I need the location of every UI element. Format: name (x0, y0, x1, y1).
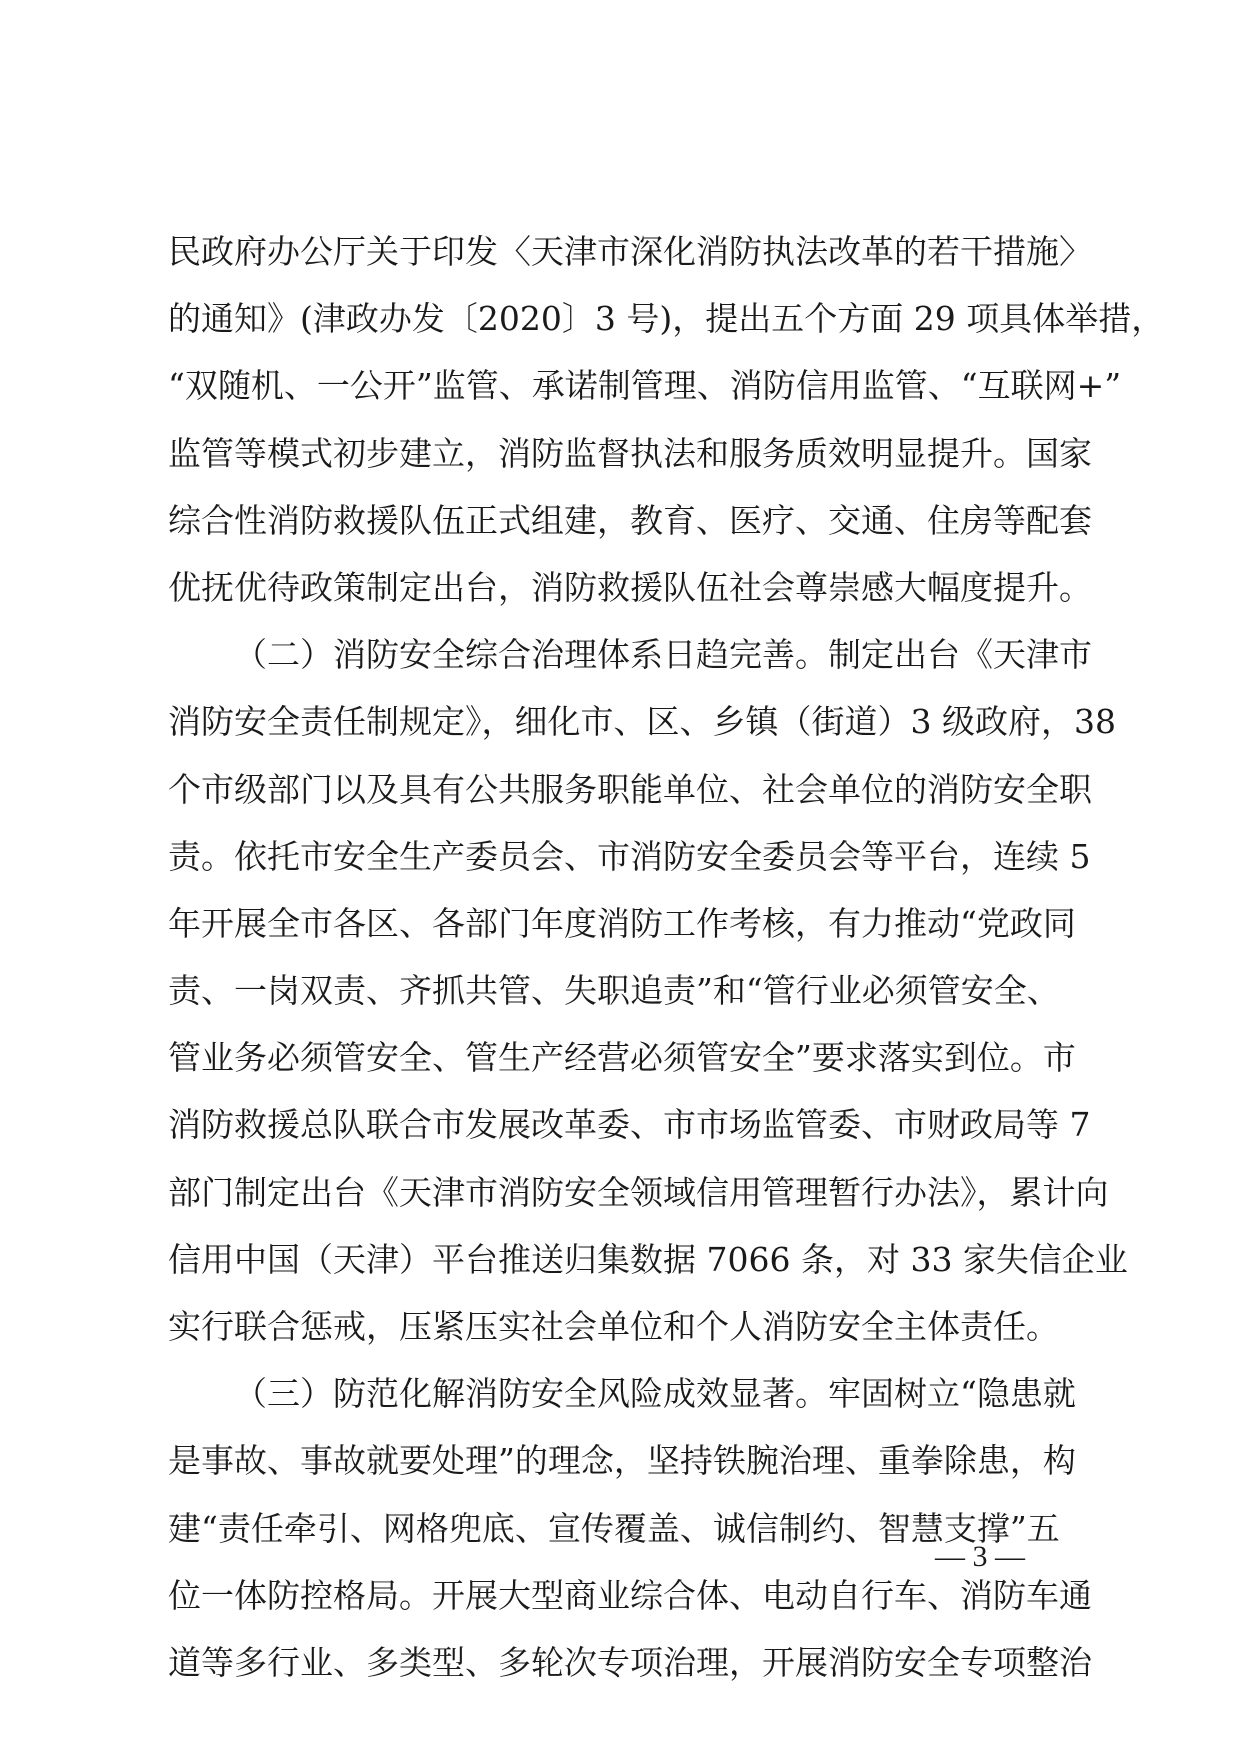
text-line: 道等多行业、多类型、多轮次专项治理，开展消防安全专项整治 (168, 1642, 1092, 1682)
text-line: 消防安全责任制规定》，细化市、区、乡镇（街道）3 级政府，38 (168, 702, 1116, 742)
body-text (168, 218, 1165, 1696)
text-line: 位一体防控格局。开展大型商业综合体、电动自行车、消防车通 (168, 1575, 1092, 1615)
text-line: “双随机、一公开”监管、承诺制管理、消防信用监管、“互联网+” (168, 366, 1122, 406)
text-line: 是事故、事故就要处理”的理念，坚持铁腕治理、重拳除患，构 (168, 1441, 1076, 1481)
text-line: 个市级部门以及具有公共服务职能单位、社会单位的消防安全职 (168, 769, 1092, 809)
text-line: 年开展全市各区、各部门年度消防工作考核，有力推动“党政同 (168, 903, 1076, 943)
text-line: 责、一岗双责、齐抓共管、失职追责”和“管行业必须管安全、 (168, 971, 1060, 1011)
text-line: 建“责任牵引、网格兜底、宣传覆盖、诚信制约、智慧支撑”五 (168, 1508, 1060, 1548)
text-line: 管业务必须管安全、管生产经营必须管安全”要求落实到位。市 (168, 1038, 1076, 1078)
text-line: 责。依托市安全生产委员会、市消防安全委员会等平台，连续 5 (168, 836, 1091, 876)
page-number: — 3 — (935, 1540, 1025, 1573)
section-heading-line: （二）消防安全综合治理体系日趋完善。制定出台《天津市 (234, 635, 1092, 675)
text-line: 监管等模式初步建立，消防监督执法和服务质效明显提升。国家 (168, 433, 1092, 473)
section-heading-line: （三）防范化解消防安全风险成效显著。牢固树立“隐患就 (234, 1374, 1076, 1414)
text-line: 信用中国（天津）平台推送归集数据 7066 条，对 33 家失信企业 (168, 1239, 1128, 1279)
text-line: 优抚优待政策制定出台，消防救援队伍社会尊崇感大幅度提升。 (168, 567, 1092, 607)
text-line: 实行联合惩戒，压紧压实社会单位和个人消防安全主体责任。 (168, 1307, 1059, 1346)
text-line: 综合性消防救援队伍正式组建，教育、医疗、交通、住房等配套 (168, 500, 1092, 540)
text-line: 的通知》(津政办发〔2020〕3 号)，提出五个方面 29 项具体举措， (168, 299, 1165, 339)
text-line: 民政府办公厅关于印发〈天津市深化消防执法改革的若干措施〉 (168, 232, 1092, 271)
text-line: 部门制定出台《天津市消防安全领域信用管理暂行办法》，累计向 (168, 1172, 1109, 1212)
text-line: 消防救援总队联合市发展改革委、市市场监管委、市财政局等 7 (168, 1105, 1091, 1145)
